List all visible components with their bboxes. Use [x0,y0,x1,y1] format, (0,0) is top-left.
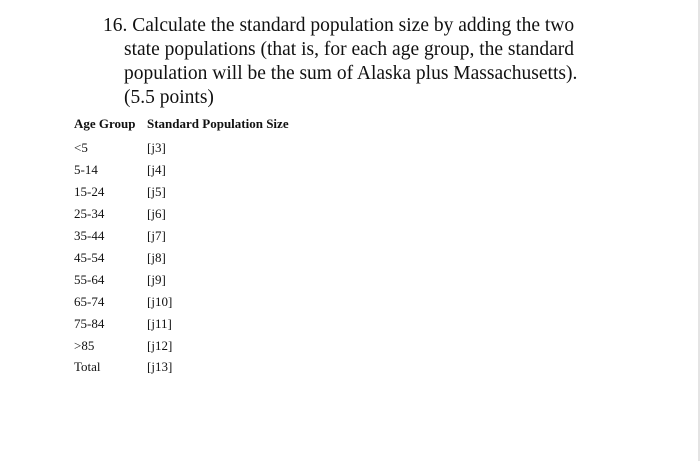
age-group-cell: Total [74,359,101,374]
age-group-header: Age Group [74,116,136,131]
age-group-cell: 55-64 [74,272,105,287]
population-size-cell: [j7] [147,228,166,243]
population-size-cell: [j13] [147,359,173,374]
table-row [0,359,700,377]
table-row [0,162,700,180]
table-row [0,338,700,356]
population-size-cell: [j5] [147,184,166,199]
age-group-cell: <5 [74,140,88,155]
population-size-cell: [j9] [147,272,166,287]
table-row [0,140,700,158]
table-row [0,316,700,334]
table-row [0,206,700,224]
population-size-cell: [j4] [147,162,166,177]
age-group-cell: 25-34 [74,206,105,221]
question-text [103,14,683,110]
population-size-cell: [j6] [147,206,166,221]
population-size-cell: [j8] [147,250,166,265]
age-group-cell: 45-54 [74,250,105,265]
table-row [0,294,700,312]
question-line: (5.5 points) [124,87,214,108]
table-row [0,184,700,202]
table-row [0,250,700,268]
population-size-cell: [j3] [147,140,166,155]
question-line: 16. Calculate the standard population size by adding the two [103,15,575,36]
question-line: population will be the sum of Alaska plus Massachusetts). [124,63,578,84]
age-group-cell: >85 [74,338,95,353]
population-size-cell: [j10] [147,294,173,309]
table-row [0,228,700,246]
standard-population-size-header: Standard Population Size [147,116,289,131]
age-group-cell: 75-84 [74,316,105,331]
age-group-cell: 65-74 [74,294,105,309]
population-size-cell: [j12] [147,338,173,353]
age-group-cell: 15-24 [74,184,105,199]
age-group-cell: 35-44 [74,228,105,243]
age-group-cell: 5-14 [74,162,98,177]
population-size-cell: [j11] [147,316,172,331]
table-row [0,272,700,290]
question-line: state populations (that is, for each age group, the standard [124,39,574,60]
